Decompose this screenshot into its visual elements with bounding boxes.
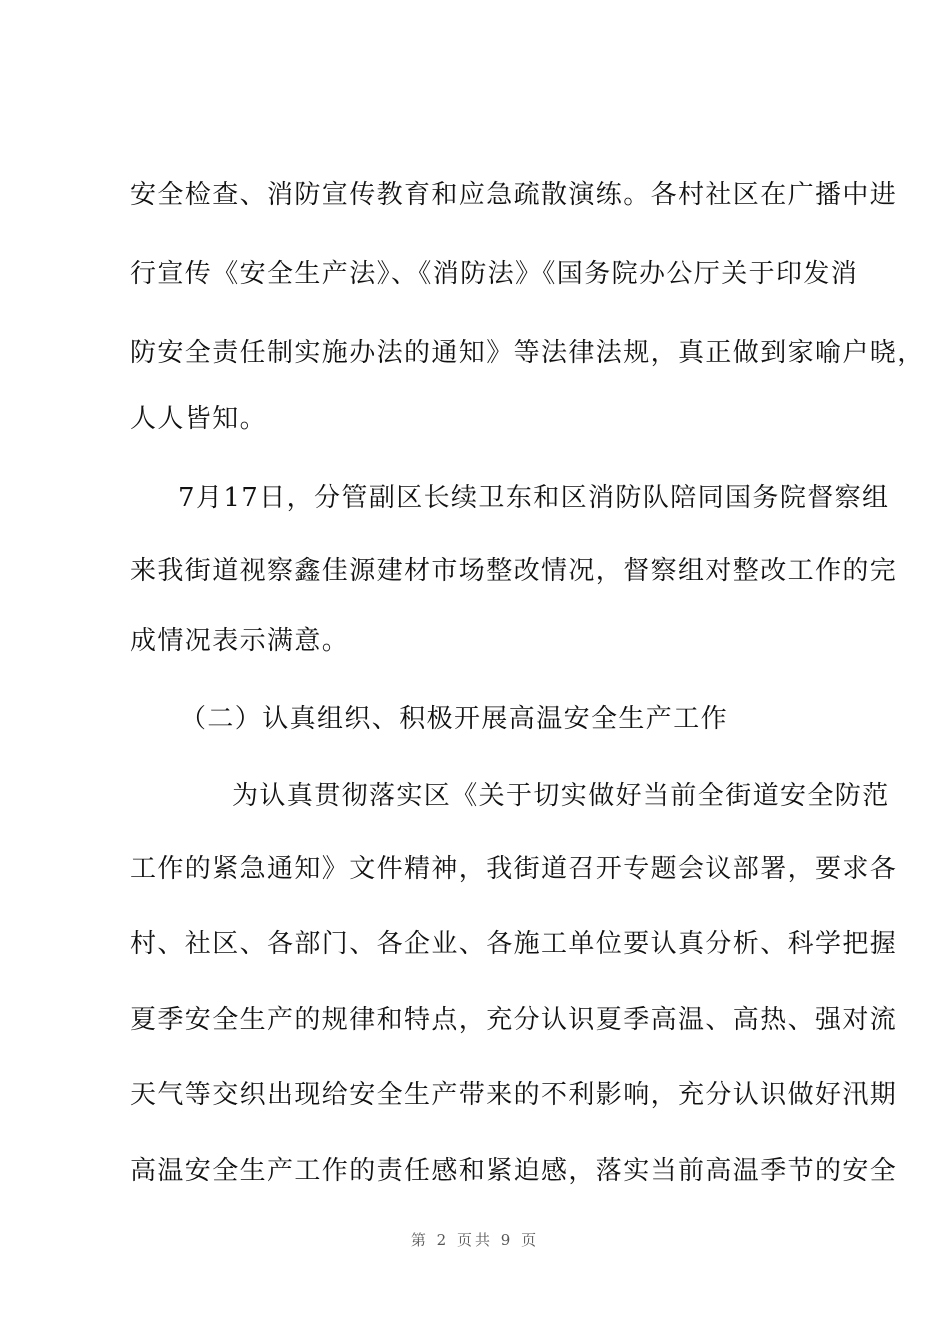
text-line: 行宣传《安全生产法》、《消防法》《国务院办公厅关于印发消 bbox=[130, 259, 859, 289]
text-line: 天气等交织出现给安全生产带来的不利影响，充分认识做好汛期 bbox=[130, 1080, 898, 1110]
text-line: 防安全责任制实施办法的通知》等法律法规，真正做到家喻户晓， bbox=[130, 338, 925, 368]
text-line: 成情况表示满意。 bbox=[130, 626, 350, 656]
text-line: 高温安全生产工作的责任感和紧迫感，落实当前高温季节的安全 bbox=[130, 1156, 898, 1186]
text-line: 7月17日，分管副区长续卫东和区消防队陪同国务院督察组 bbox=[178, 483, 890, 513]
page-number: 第 2 页共 9 页 bbox=[410, 1231, 540, 1249]
text-line: 村、社区、各部门、各企业、各施工单位要认真分析、科学把握 bbox=[130, 929, 898, 959]
text-line: 为认真贯彻落实区《关于切实做好当前全街道安全防范 bbox=[232, 781, 890, 811]
text-line: 人人皆知。 bbox=[130, 404, 268, 434]
text-line: 工作的紧急通知》文件精神，我街道召开专题会议部署，要求各 bbox=[130, 854, 898, 884]
text-line: 来我街道视察鑫佳源建材市场整改情况，督察组对整改工作的完 bbox=[130, 556, 898, 586]
text-line: 夏季安全生产的规律和特点，充分认识夏季高温、高热、强对流 bbox=[130, 1005, 898, 1035]
text-line: 安全检查、消防宣传教育和应急疏散演练。各村社区在广播中进 bbox=[130, 180, 898, 210]
section-heading: （二）认真组织、积极开展高温安全生产工作 bbox=[180, 704, 729, 734]
